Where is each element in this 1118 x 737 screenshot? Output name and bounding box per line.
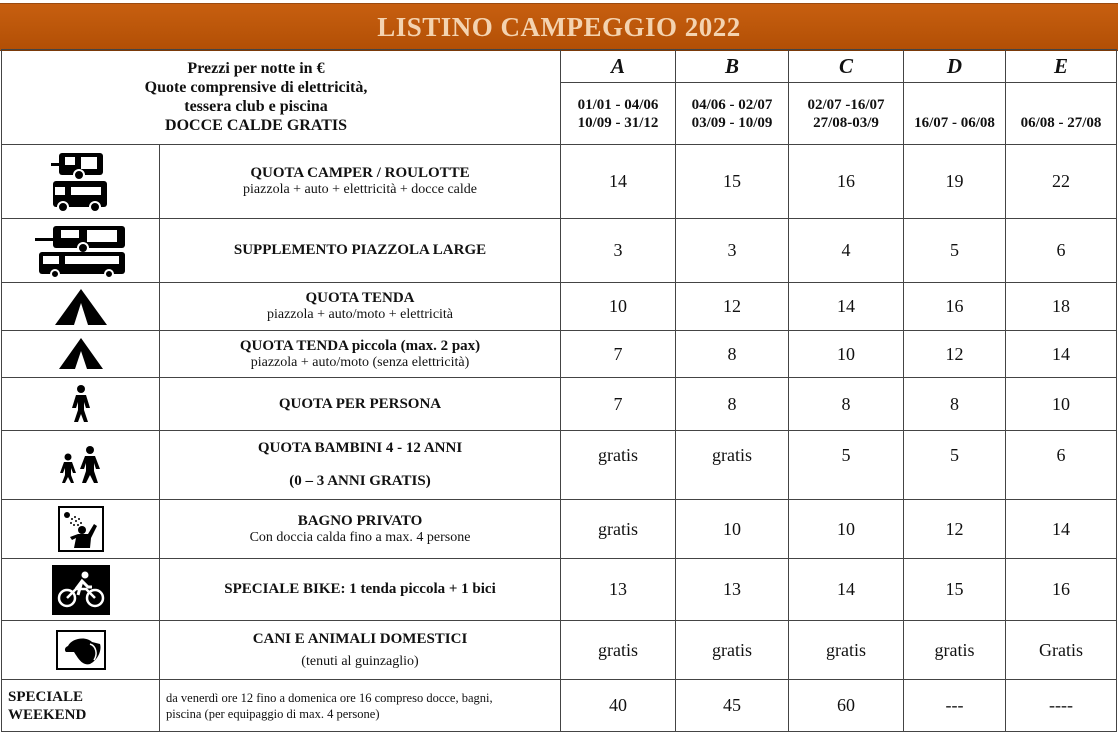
price-e: 22 <box>1006 145 1117 219</box>
header-line-4: DOCCE CALDE GRATIS <box>165 117 347 134</box>
price-c: 60 <box>789 680 904 732</box>
price-d: 5 <box>904 219 1006 283</box>
table-row <box>2 559 1117 621</box>
price-a: 7 <box>561 378 676 431</box>
weekend-description-line-2: piscina (per equipaggio di max. 4 persone) <box>166 706 380 721</box>
row-subtitle: piazzola + auto/moto (senza elettricità) <box>250 354 470 370</box>
price-a: 3 <box>561 219 676 283</box>
column-letter-a: A <box>561 50 676 83</box>
row-icon-cell <box>2 431 160 500</box>
price-a: 40 <box>561 680 676 732</box>
row-subtitle: piazzola + auto + elettricità + docce calde <box>243 182 477 197</box>
row-icon-cell <box>2 621 160 680</box>
price-b: 3 <box>676 219 789 283</box>
date-range: 06/08 - 27/08 <box>1020 114 1102 131</box>
price-c: 10 <box>789 500 904 559</box>
row-description <box>160 378 561 431</box>
price-b: 13 <box>676 559 789 621</box>
row-title: QUOTA BAMBINI 4 - 12 ANNI <box>257 440 463 456</box>
weekend-label-line-2: WEEKEND <box>8 706 87 723</box>
price-a: 10 <box>561 283 676 331</box>
price-d: 15 <box>904 559 1006 621</box>
price-e: 10 <box>1006 378 1117 431</box>
bicycle-icon <box>2 565 159 615</box>
price-d: 8 <box>904 378 1006 431</box>
column-letter-e: E <box>1006 50 1117 83</box>
price-c: gratis <box>789 621 904 680</box>
price-d: 12 <box>904 331 1006 378</box>
row-subtitle: Con doccia calda fino a max. 4 persone <box>249 529 471 545</box>
dog-icon <box>2 630 159 670</box>
column-dates-d <box>904 83 1006 145</box>
price-c: 14 <box>789 283 904 331</box>
price-c: 5 <box>789 431 904 500</box>
shower-icon <box>2 506 159 552</box>
header-line-1: Prezzi per notte in € <box>187 60 325 77</box>
price-e: 6 <box>1006 219 1117 283</box>
table-row <box>2 621 1117 680</box>
row-icon-cell <box>2 559 160 621</box>
date-range: 04/06 - 02/07 <box>691 96 773 113</box>
price-b: gratis <box>676 621 789 680</box>
price-a: 14 <box>561 145 676 219</box>
price-d: gratis <box>904 621 1006 680</box>
price-d: 16 <box>904 283 1006 331</box>
row-description <box>160 219 561 283</box>
column-letter-b: B <box>676 50 789 83</box>
table-row <box>2 500 1117 559</box>
row-title: QUOTA TENDA <box>305 290 415 306</box>
weekend-row <box>2 680 1117 732</box>
column-dates-a <box>561 83 676 145</box>
price-a: gratis <box>561 621 676 680</box>
price-a: gratis <box>561 500 676 559</box>
row-subtitle: piazzola + auto/moto + elettricità <box>266 307 454 322</box>
date-range: 16/07 - 06/08 <box>914 114 995 131</box>
price-e: 18 <box>1006 283 1117 331</box>
row-description <box>160 145 561 219</box>
weekend-label-line-1: SPECIALE <box>8 688 84 705</box>
column-dates-c <box>789 83 904 145</box>
price-b: gratis <box>676 431 789 500</box>
large-pitch-icon <box>2 224 159 278</box>
price-d: 19 <box>904 145 1006 219</box>
column-letter-c: C <box>789 50 904 83</box>
row-title: QUOTA PER PERSONA <box>278 395 442 412</box>
row-title: SUPPLEMENTO PIAZZOLA LARGE <box>233 242 487 258</box>
person-icon <box>2 384 159 424</box>
price-e: 16 <box>1006 559 1117 621</box>
price-table <box>1 49 1117 732</box>
row-description <box>160 431 561 500</box>
weekend-description <box>160 680 561 732</box>
title-bar <box>0 3 1118 51</box>
price-c: 16 <box>789 145 904 219</box>
row-icon-cell <box>2 145 160 219</box>
row-description <box>160 331 561 378</box>
price-a: 7 <box>561 331 676 378</box>
header-line-2: Quote comprensive di elettricità, <box>144 79 368 96</box>
date-range: 03/09 - 10/09 <box>691 114 773 131</box>
table-row <box>2 145 1117 219</box>
page-title: LISTINO CAMPEGGIO 2022 <box>377 11 741 42</box>
price-b: 10 <box>676 500 789 559</box>
price-d: 5 <box>904 431 1006 500</box>
date-range: 10/09 - 31/12 <box>577 114 659 131</box>
weekend-description-line-1: da venerdì ore 12 fino a domenica ore 16 compreso docce, bagni, <box>166 690 493 705</box>
price-e: 6 <box>1006 431 1117 500</box>
row-description <box>160 559 561 621</box>
price-a: gratis <box>561 431 676 500</box>
header-line-3: tessera club e piscina <box>184 98 328 115</box>
row-title: SPECIALE BIKE: 1 tenda piccola + 1 bici <box>224 581 496 597</box>
table-row <box>2 431 1117 500</box>
row-subtitle: (0 – 3 ANNI GRATIS) <box>289 473 431 489</box>
price-c: 14 <box>789 559 904 621</box>
table-row <box>2 331 1117 378</box>
tent-icon <box>2 285 159 329</box>
table-row <box>2 378 1117 431</box>
price-e: ---- <box>1006 680 1117 732</box>
price-b: 12 <box>676 283 789 331</box>
price-e: 14 <box>1006 500 1117 559</box>
row-icon-cell <box>2 283 160 331</box>
price-d: 12 <box>904 500 1006 559</box>
price-b: 45 <box>676 680 789 732</box>
column-dates-e <box>1006 83 1117 145</box>
row-icon-cell <box>2 378 160 431</box>
row-title: QUOTA TENDA piccola (max. 2 pax) <box>239 337 481 354</box>
column-dates-b <box>676 83 789 145</box>
row-icon-cell <box>2 331 160 378</box>
column-letter-d: D <box>904 50 1006 83</box>
row-title: BAGNO PRIVATO <box>297 512 423 529</box>
weekend-label <box>2 680 160 732</box>
price-c: 10 <box>789 331 904 378</box>
price-b: 8 <box>676 378 789 431</box>
table-row <box>2 283 1117 331</box>
price-b: 8 <box>676 331 789 378</box>
children-icon <box>2 445 159 485</box>
row-description <box>160 283 561 331</box>
row-title: QUOTA CAMPER / ROULOTTE <box>250 165 470 181</box>
price-c: 4 <box>789 219 904 283</box>
row-description <box>160 621 561 680</box>
price-c: 8 <box>789 378 904 431</box>
date-range: 27/08-03/9 <box>813 114 879 131</box>
price-e: 14 <box>1006 331 1117 378</box>
camper-caravan-icon <box>2 151 159 213</box>
price-a: 13 <box>561 559 676 621</box>
row-icon-cell <box>2 219 160 283</box>
price-b: 15 <box>676 145 789 219</box>
small-tent-icon <box>2 335 159 373</box>
price-d: --- <box>904 680 1006 732</box>
table-row <box>2 219 1117 283</box>
header-description <box>2 50 561 145</box>
date-range: 02/07 -16/07 <box>807 96 885 113</box>
row-title: CANI E ANIMALI DOMESTICI <box>252 630 468 647</box>
row-icon-cell <box>2 500 160 559</box>
date-range: 01/01 - 04/06 <box>577 96 659 113</box>
price-e: Gratis <box>1006 621 1117 680</box>
row-description <box>160 500 561 559</box>
header-row-letters <box>2 50 1117 83</box>
row-subtitle: (tenuti al guinzaglio) <box>301 653 419 669</box>
